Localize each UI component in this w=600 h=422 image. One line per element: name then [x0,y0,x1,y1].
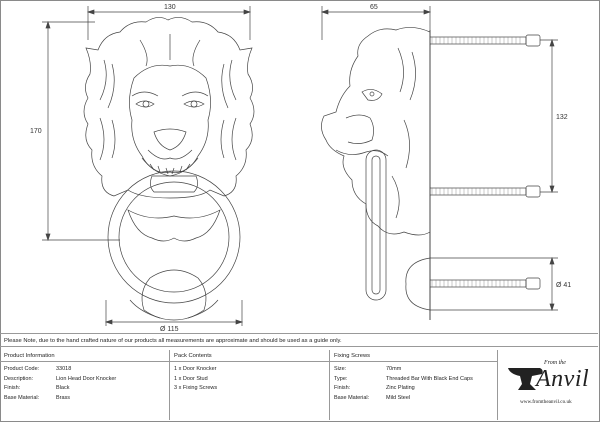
product-info-section [0,350,170,420]
knocker-ring-inner [119,182,229,292]
brand-logo [500,352,596,418]
pack-contents-heading: Pack Contents [170,350,329,362]
spec-row: Finish: Black [4,385,70,391]
spec-row: Product Code: 33018 [4,366,72,372]
height-dimension-label: 170 [30,128,42,135]
width-dimension-label: 130 [164,4,176,11]
door-stud [406,258,430,310]
fixing-screws-heading: Fixing Screws [330,350,497,362]
spec-row: Size: 70mm [334,366,402,372]
stud-diameter-label: Ø 41 [556,282,572,289]
depth-dimension-label: 65 [370,4,378,11]
pack-item: 3 x Fixing Screws [174,385,218,391]
disclaimer-note: Please Note, due to the hand crafted nature of our products all measurements are approximate and should be used as a guide only. [0,333,598,347]
spec-row: Description: Lion Head Door Knocker [4,375,117,382]
spec-row: Finish: Zinc Plating [334,385,415,391]
logo-brand-text: Anvil [536,366,590,392]
ring-diameter-label: Ø 115 [160,326,179,333]
fixing-screws-section [330,350,498,420]
spec-row: Base Material: Brass [4,394,71,401]
fixing-screw-middle [430,186,540,197]
logo-url: www.fromtheanvil.co.uk [520,399,572,405]
pack-item: 1 x Door Stud [174,375,208,382]
logo-from-text: From the [544,360,566,366]
knocker-ring-outer [108,171,240,303]
spec-row: Base Material: Mild Steel [334,394,411,401]
fixing-screw-top [430,35,540,46]
screw-spacing-label: 132 [556,114,568,121]
fixing-screw-stud [430,278,540,289]
pack-contents-section [170,350,330,420]
product-info-heading: Product Information [0,350,169,362]
lion-face-outline [129,65,210,176]
spec-row: Type: Threaded Bar With Black End Caps [334,375,473,382]
pack-item: 1 x Door Knocker [174,366,217,372]
